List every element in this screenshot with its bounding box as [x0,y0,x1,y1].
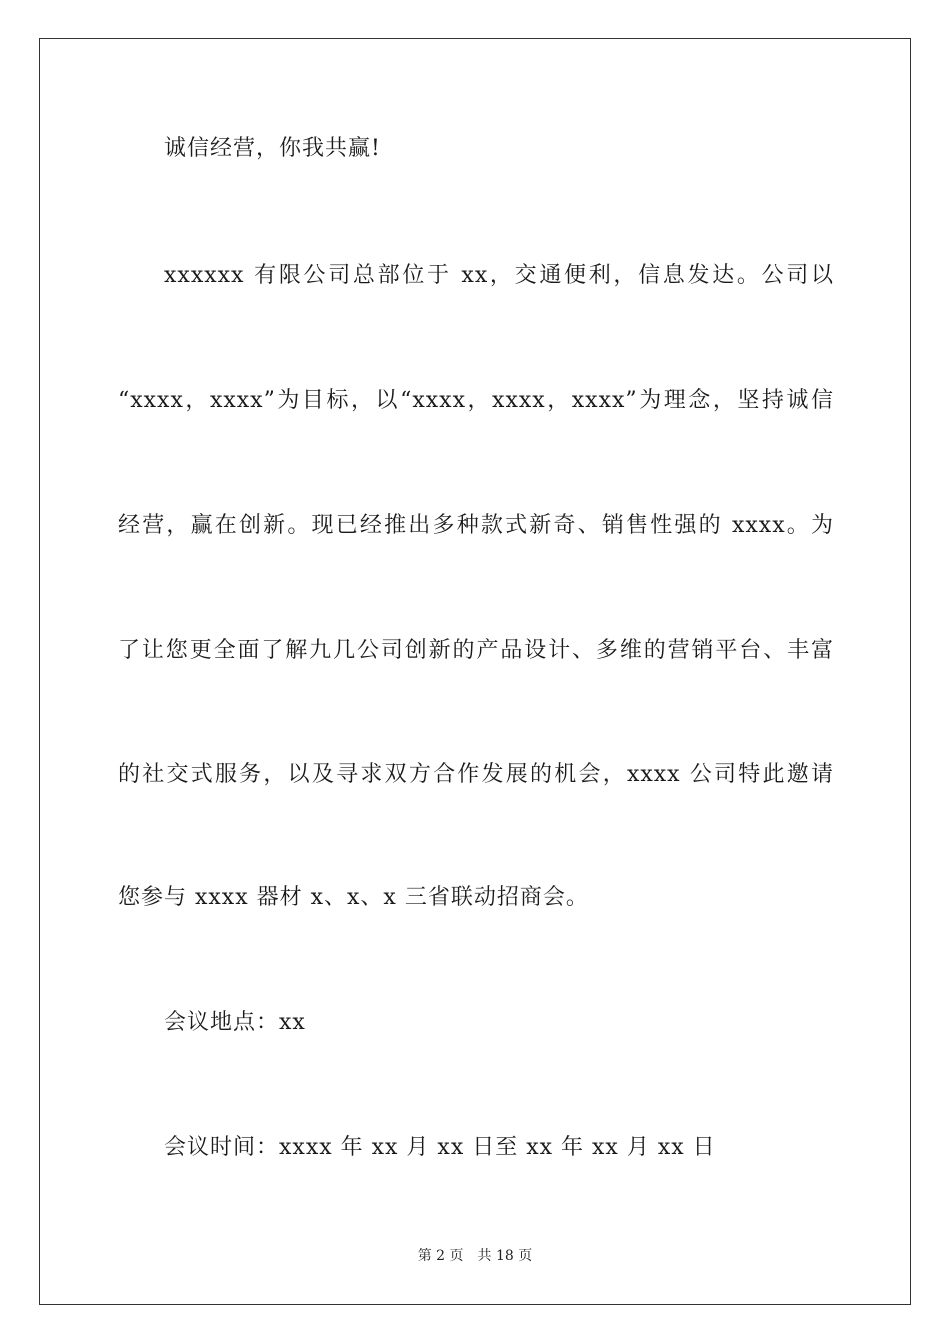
page-total: 共 18 页 [477,1248,533,1264]
page-footer [0,1246,950,1266]
paragraph-line: 经营，赢在创新。现已经推出多种款式新奇、销售性强的 xxxx。为 [118,513,834,538]
meeting-time: 会议时间：xxxx 年 xx 月 xx 日至 xx 年 xx 月 xx 日 [164,1135,716,1160]
paragraph-line: 诚信经营，你我共赢! [164,136,381,161]
paragraph-line: 了让您更全面了解九几公司创新的产品设计、多维的营销平台、丰富 [118,638,834,663]
page-frame [39,38,911,1305]
paragraph-line: “xxxx，xxxx”为目标，以“xxxx，xxxx，xxxx”为理念，坚持诚信 [118,388,834,413]
page-number: 第 2 页 [417,1248,464,1264]
paragraph-line: xxxxxx 有限公司总部位于 xx，交通便利，信息发达。公司以 [164,263,834,288]
paragraph-line: 的社交式服务，以及寻求双方合作发展的机会，xxxx 公司特此邀请 [118,762,834,787]
meeting-location: 会议地点：xx [164,1010,306,1035]
paragraph-line: 您参与 xxxx 器材 x、x、x 三省联动招商会。 [118,885,589,910]
